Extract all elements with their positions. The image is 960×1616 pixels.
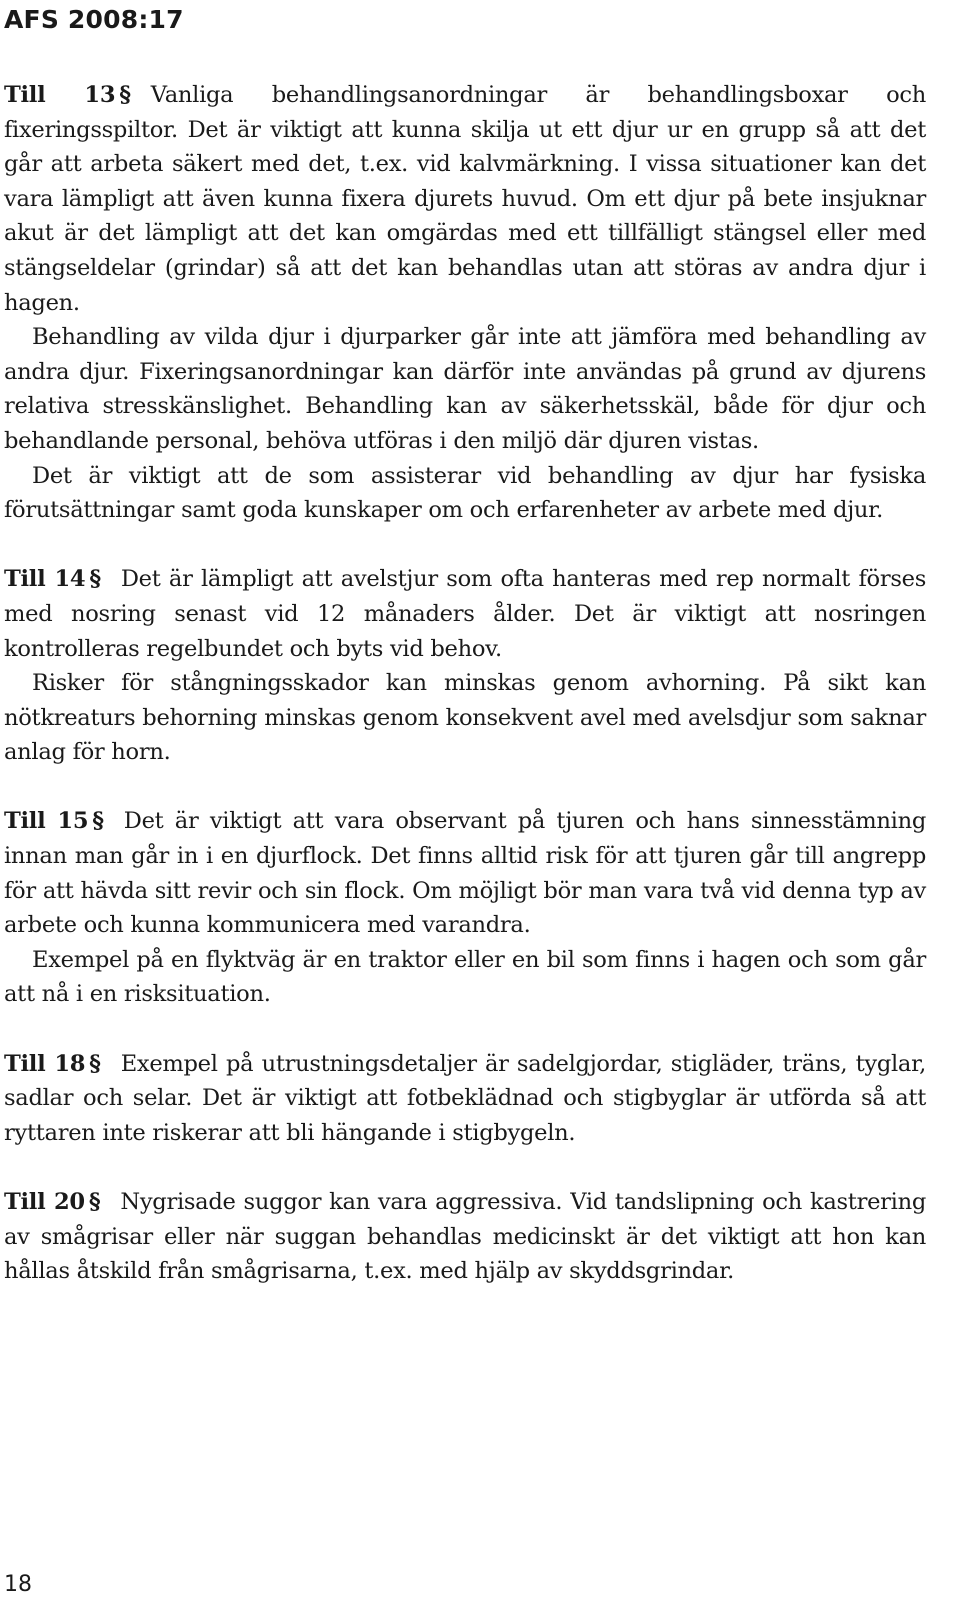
paragraph: Exempel på en flyktväg är en traktor eller en bil som finns i hagen och som går att nå i en risksituation. [4,946,926,1008]
paragraph [4,804,926,942]
section-label: Till 14 [4,566,86,593]
paragraph [4,562,926,666]
section-sign: § [119,82,131,108]
page-number: 18 [4,1572,32,1597]
section-till-20 [4,1185,926,1289]
section-till-15 [4,804,926,1012]
paragraph-text: Det är viktigt att vara observant på tjuren och hans sinnesstämning innan man går in i en djurflock. Det finns alltid risk för att tjuren går till angrepp för att hävda sitt revir och sin flock. Om möjligt bör man vara två vid denna typ av arbete och kunna kommunicera med varandra. [4,808,926,939]
section-sign: § [89,1050,101,1077]
section-label: Till 13 [4,82,116,108]
paragraph: Det är viktigt att de som assisterar vid behandling av djur har fysiska förutsättningar samt goda kunskaper om och erfarenheter av arbete med djur. [4,462,926,524]
paragraph [4,78,926,320]
paragraph [4,1185,926,1289]
paragraph [4,1047,926,1151]
section-label: Till 18 [4,1050,86,1077]
section-till-14 [4,562,926,770]
section-till-13 [4,78,926,528]
section-sign: § [89,566,101,593]
section-sign: § [88,1189,101,1215]
section-label: Till 20 [4,1189,85,1215]
paragraph: Behandling av vilda djur i djurparker går inte att jämföra med behandling av andra djur. Fixeringsanordningar kan därför inte användas på grund av djurens relativa stresskänslighet. Behandling kan av säkerhetsskäl, både för djur och behandlande personal, behöva utföras i den miljö där djuren vistas. [4,324,926,454]
paragraph-text: Vanliga behandlingsanordningar är behandlingsboxar och fixeringsspiltor. Det är viktigt att kunna skilja ut ett djur ur en grupp så att det går att arbeta säkert med det, t.ex. vid kalvmärkning. I vissa situationer kan det vara lämpligt att även kunna fixera djurets huvud. Om ett djur på bete insjuknar akut är det lämpligt att det kan omgärdas med ett tillfälligt stängsel eller med stängseldelar (grindar) så att det kan behandlas utan att störas av andra djur i hagen. [4,82,926,316]
section-till-18 [4,1047,926,1151]
section-sign: § [92,808,104,835]
section-label: Till 15 [4,808,89,835]
paragraph-text: Det är lämpligt att avelstjur som ofta hanteras med rep normalt förses med nosring senast vid 12 månaders ålder. Det är viktigt att nosringen kontrolleras regelbundet och byts vid behov. [4,566,926,662]
paragraph-text: Exempel på utrustningsdetaljer är sadelgjordar, stigläder, träns, tyglar, sadlar och selar. Det är viktigt att fotbeklädnad och stigbyglar är utförda så att ryttaren inte riskerar att bli hängande i stigbygeln. [4,1050,926,1146]
paragraph-text: Nygrisade suggor kan vara aggressiva. Vid tandslipning och kastrering av smågrisar eller när suggan behandlas medicinskt är det viktigt att hon kan hållas åtskild från smågrisarna, t.ex. med hjälp av skyddsgrindar. [4,1189,926,1285]
paragraph: Risker för stångningsskador kan minskas genom avhorning. På sikt kan nötkreaturs behorning minskas genom konsekvent avel med avelsdjur som saknar anlag för horn. [4,670,926,766]
document-body [4,78,926,1323]
document-code: AFS 2008:17 [4,5,184,34]
